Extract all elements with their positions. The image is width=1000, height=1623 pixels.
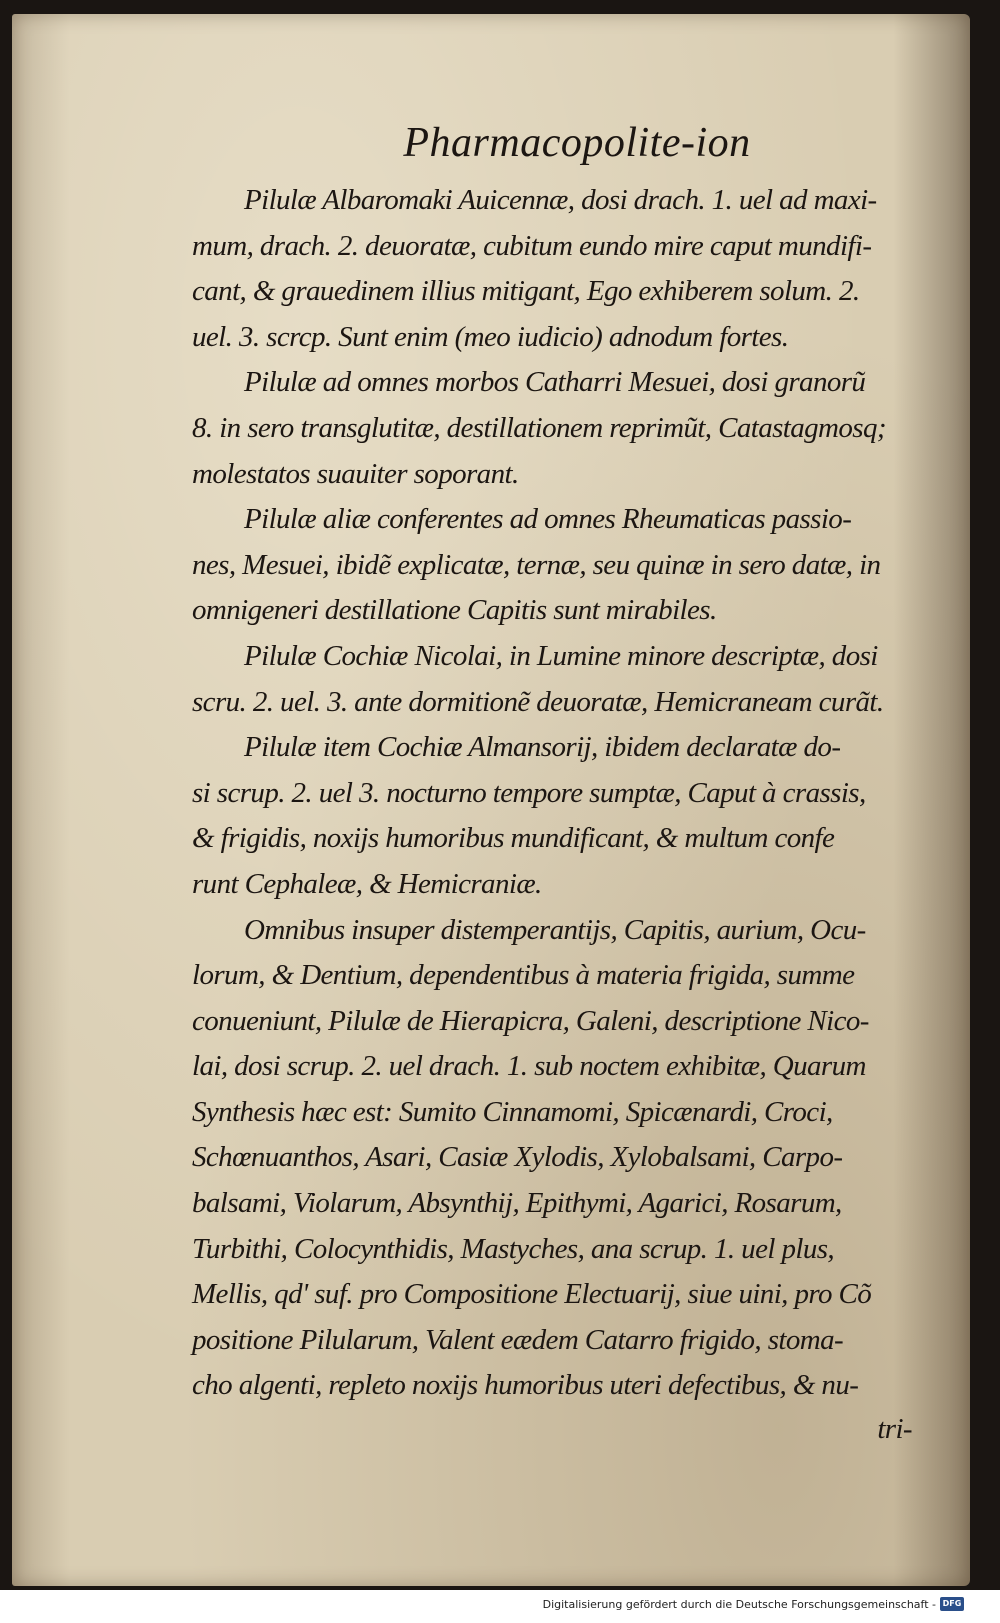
text-line: runt Cephaleæ, & Hemicraniæ. — [192, 867, 542, 900]
text-line: omnigeneri destillatione Capitis sunt mirabiles. — [192, 594, 717, 627]
text-line: Schœnuanthos, Asari, Casiæ Xylodis, Xylobalsami, Carpo- — [192, 1141, 843, 1174]
text-line: mum, drach. 2. deuoratæ, cubitum eundo mire caput mundifi- — [192, 229, 872, 262]
text-line: Turbithi, Colocynthidis, Mastyches, ana scrup. 1. uel plus, — [192, 1232, 835, 1265]
text-line: Pilulæ ad omnes morbos Catharri Mesuei, dosi granorũ — [244, 366, 866, 399]
text-line: lai, dosi scrup. 2. uel drach. 1. sub noctem exhibitæ, Quarum — [192, 1050, 866, 1083]
text-line: si scrup. 2. uel 3. nocturno tempore sumptæ, Caput à crassis, — [192, 776, 866, 809]
text-line: molestatos suauiter soporant. — [192, 457, 519, 490]
text-line: scru. 2. uel. 3. ante dormitionẽ deuoratæ, Hemicraneam curãt. — [192, 685, 884, 718]
text-line: conueniunt, Pilulæ de Hierapicra, Galeni, descriptione Nico- — [192, 1004, 869, 1037]
text-line: Omnibus insuper distemperantijs, Capitis, aurium, Ocu- — [244, 913, 866, 946]
text-line: nes, Mesuei, ibidẽ explicatæ, ternæ, seu quinæ in sero datæ, in — [192, 548, 881, 581]
text-line: Mellis, qd' suf. pro Compositione Electuarij, siue uini, pro Cõ — [192, 1278, 872, 1311]
text-line: Synthesis hæc est: Sumito Cinnamomi, Spicænardi, Croci, — [192, 1095, 833, 1128]
footer-bar — [0, 1590, 1000, 1623]
text-line: Pilulæ aliæ conferentes ad omnes Rheumaticas passio- — [244, 503, 852, 536]
text-line: & frigidis, noxijs humoribus mundificant, & multum confe — [192, 822, 835, 855]
catchword: tri- — [877, 1413, 912, 1446]
text-line: 8. in sero transglutitæ, destillationem reprimũt, Catastagmosq; — [192, 411, 886, 444]
text-line: positione Pilularum, Valent eædem Catarro frigido, stoma- — [192, 1323, 844, 1356]
running-head: Pharmacopolite-ion — [403, 120, 751, 166]
funding-credit: Digitalisierung gefördert durch die Deutsche Forschungsgemeinschaft - — [542, 1598, 936, 1611]
text-line: Pilulæ item Cochiæ Almansorij, ibidem declaratæ do- — [244, 731, 841, 764]
dfg-logo-icon: DFG — [940, 1597, 964, 1611]
text-line: cant, & grauedinem illius mitigant, Ego exhiberem solum. 2. — [192, 275, 860, 308]
book-page — [12, 14, 970, 1586]
text-line: uel. 3. scrcp. Sunt enim (meo iudicio) adnodum fortes. — [192, 320, 789, 353]
text-line: lorum, & Dentium, dependentibus à materia frigida, summe — [192, 959, 855, 992]
text-line: Pilulæ Cochiæ Nicolai, in Lumine minore descriptæ, dosi — [244, 639, 878, 672]
page-text-block — [192, 114, 922, 1449]
text-line: balsami, Violarum, Absynthij, Epithymi, Agarici, Rosarum, — [192, 1187, 842, 1220]
text-line: cho algenti, repleto noxijs humoribus uteri defectibus, & nu- — [192, 1369, 859, 1402]
text-line: Pilulæ Albaromaki Auicennæ, dosi drach. 1. uel ad maxi- — [244, 184, 877, 216]
